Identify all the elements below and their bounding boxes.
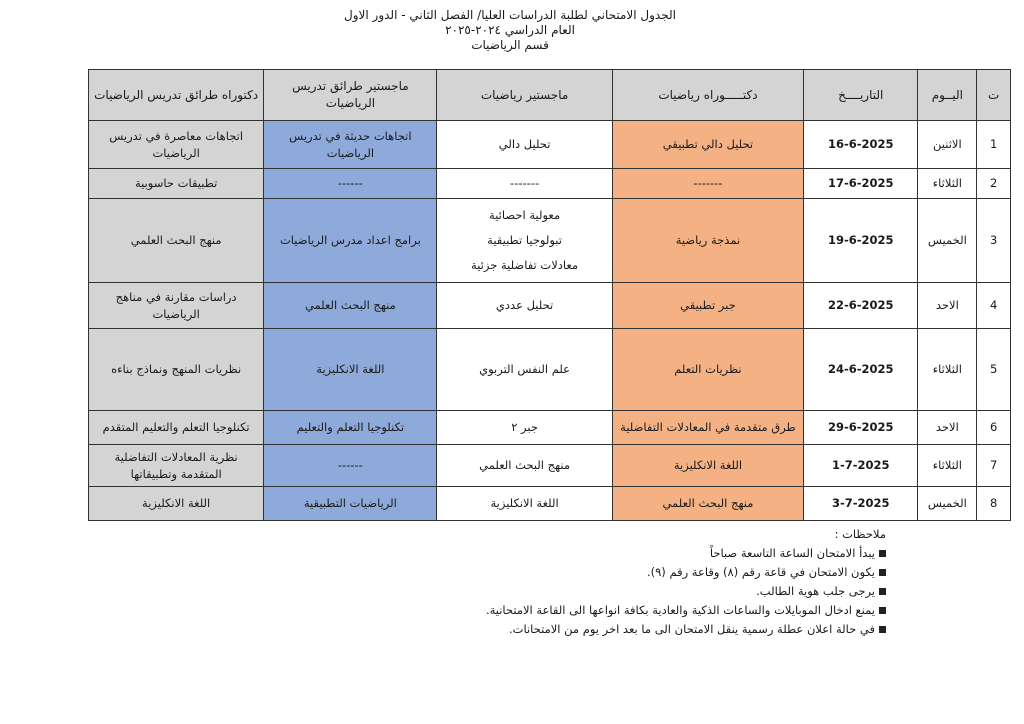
header-phd-methods: دكتوراه طرائق تدريس الرياضيات	[89, 70, 264, 121]
header-academic-year: العام الدراسي ٢٠٢٤-٢٠٢٥	[445, 23, 575, 37]
list-item	[326, 620, 886, 639]
cell-date: 19-6-2025	[804, 199, 918, 283]
cell-serial: 3	[977, 199, 1011, 283]
header-day: اليــوم	[918, 70, 977, 121]
course-line: تبولوجيا تطبيقية	[487, 233, 562, 247]
cell-phd-methods: اللغة الانكليزية	[89, 487, 264, 521]
notes-list	[326, 544, 886, 639]
header-department: قسم الرياضيات	[471, 38, 549, 52]
cell-date: 17-6-2025	[804, 169, 918, 199]
cell-day: الثلاثاء	[918, 445, 977, 487]
cell-day: الثلاثاء	[918, 329, 977, 411]
cell-phd-math: طرق متقدمة في المعادلات التفاضلية	[612, 411, 804, 445]
list-item	[326, 563, 886, 582]
bullet-icon	[879, 569, 886, 576]
cell-msc-methods: ------	[264, 445, 437, 487]
cell-serial: 7	[977, 445, 1011, 487]
cell-day: الاحد	[918, 283, 977, 329]
table-row	[89, 411, 1011, 445]
cell-serial: 5	[977, 329, 1011, 411]
cell-msc-math: تحليل دالي	[437, 121, 612, 169]
cell-msc-math: علم النفس التربوي	[437, 329, 612, 411]
list-item	[326, 544, 886, 563]
cell-serial: 1	[977, 121, 1011, 169]
cell-phd-math: تحليل دالي تطبيقي	[612, 121, 804, 169]
cell-serial: 2	[977, 169, 1011, 199]
cell-phd-methods: تطبيقات حاسوبية	[89, 169, 264, 199]
header-phd-math: دكتـــــوراه رياضيات	[612, 70, 804, 121]
bullet-icon	[879, 588, 886, 595]
cell-msc-math: منهج البحث العلمي	[437, 445, 612, 487]
cell-day: الاثنين	[918, 121, 977, 169]
cell-serial: 8	[977, 487, 1011, 521]
bullet-icon	[879, 626, 886, 633]
header-date: التاريــــخ	[804, 70, 918, 121]
cell-phd-methods: دراسات مقارنة في مناهج الرياضيات	[89, 283, 264, 329]
cell-msc-math: جبر ٢	[437, 411, 612, 445]
list-item	[326, 582, 886, 601]
note-text: يرجى جلب هوية الطالب.	[756, 584, 875, 598]
note-text: في حالة اعلان عطلة رسمية ينقل الامتحان الى ما بعد اخر يوم من الامتحانات.	[508, 622, 875, 636]
cell-day: الخميس	[918, 199, 977, 283]
cell-serial: 6	[977, 411, 1011, 445]
bullet-icon	[879, 607, 886, 614]
table-row	[89, 121, 1011, 169]
table-row	[89, 169, 1011, 199]
cell-msc-methods: الرياضيات التطبيقية	[264, 487, 437, 521]
cell-msc-math: -------	[437, 169, 612, 199]
list-item	[326, 601, 886, 620]
cell-date: 22-6-2025	[804, 283, 918, 329]
cell-phd-math: منهج البحث العلمي	[612, 487, 804, 521]
header-msc-math: ماجستير رياضيات	[437, 70, 612, 121]
table-row	[89, 329, 1011, 411]
note-text: يبدأ الامتحان الساعة التاسعة صباحاً	[709, 546, 875, 560]
header-title: الجدول الامتحاني لطلبة الدراسات العليا/ الفصل الثاني - الدور الاول	[344, 8, 676, 22]
cell-date: 24-6-2025	[804, 329, 918, 411]
cell-day: الثلاثاء	[918, 169, 977, 199]
cell-date: 1-7-2025	[804, 445, 918, 487]
cell-phd-methods: نظريات المنهج ونماذج بناءه	[89, 329, 264, 411]
cell-msc-methods: تكنلوجيا التعلم والتعليم	[264, 411, 437, 445]
cell-phd-methods: نظرية المعادلات التفاضلية المتقدمة وتطبيقاتها	[89, 445, 264, 487]
cell-msc-methods: اتجاهات حديثة في تدريس الرياضيات	[264, 121, 437, 169]
document-header	[300, 8, 720, 53]
table-row	[89, 445, 1011, 487]
cell-date: 3-7-2025	[804, 487, 918, 521]
notes-section	[326, 525, 886, 639]
exam-schedule-table	[88, 69, 1011, 521]
table-row	[89, 283, 1011, 329]
cell-phd-methods: منهج البحث العلمي	[89, 199, 264, 283]
course-line: معولية احصائية	[489, 208, 561, 222]
header-msc-methods: ماجستير طرائق تدريس الرياضيات	[264, 70, 437, 121]
cell-date: 16-6-2025	[804, 121, 918, 169]
cell-phd-math: اللغة الانكليزية	[612, 445, 804, 487]
cell-msc-math	[437, 199, 612, 283]
cell-serial: 4	[977, 283, 1011, 329]
cell-phd-methods: اتجاهات معاصرة في تدريس الرياضيات	[89, 121, 264, 169]
cell-msc-methods: اللغة الانكليزية	[264, 329, 437, 411]
cell-msc-methods: برامج اعداد مدرس الرياضيات	[264, 199, 437, 283]
cell-day: الخميس	[918, 487, 977, 521]
table-header-row	[89, 70, 1011, 121]
cell-phd-math: نمذجة رياضية	[612, 199, 804, 283]
note-text: يمنع ادخال الموبايلات والساعات الذكية والعادية بكافة انواعها الى القاعة الامتحانية.	[485, 603, 875, 617]
cell-phd-methods: تكنلوجيا التعلم والتعليم المتقدم	[89, 411, 264, 445]
note-text: يكون الامتحان في قاعة رقم (٨) وقاعة رقم (٩).	[646, 565, 875, 579]
cell-phd-math: -------	[612, 169, 804, 199]
cell-day: الاحد	[918, 411, 977, 445]
table-row	[89, 487, 1011, 521]
cell-msc-math: اللغة الانكليزية	[437, 487, 612, 521]
cell-msc-methods: منهج البحث العلمي	[264, 283, 437, 329]
table-row	[89, 199, 1011, 283]
cell-date: 29-6-2025	[804, 411, 918, 445]
course-line: معادلات تفاضلية جزئية	[471, 258, 579, 272]
header-serial: ت	[977, 70, 1011, 121]
cell-phd-math: نظريات التعلم	[612, 329, 804, 411]
cell-msc-methods: ------	[264, 169, 437, 199]
cell-phd-math: جبر تطبيقي	[612, 283, 804, 329]
bullet-icon	[879, 550, 886, 557]
cell-msc-math: تحليل عددي	[437, 283, 612, 329]
notes-title: ملاحظات :	[834, 527, 886, 541]
